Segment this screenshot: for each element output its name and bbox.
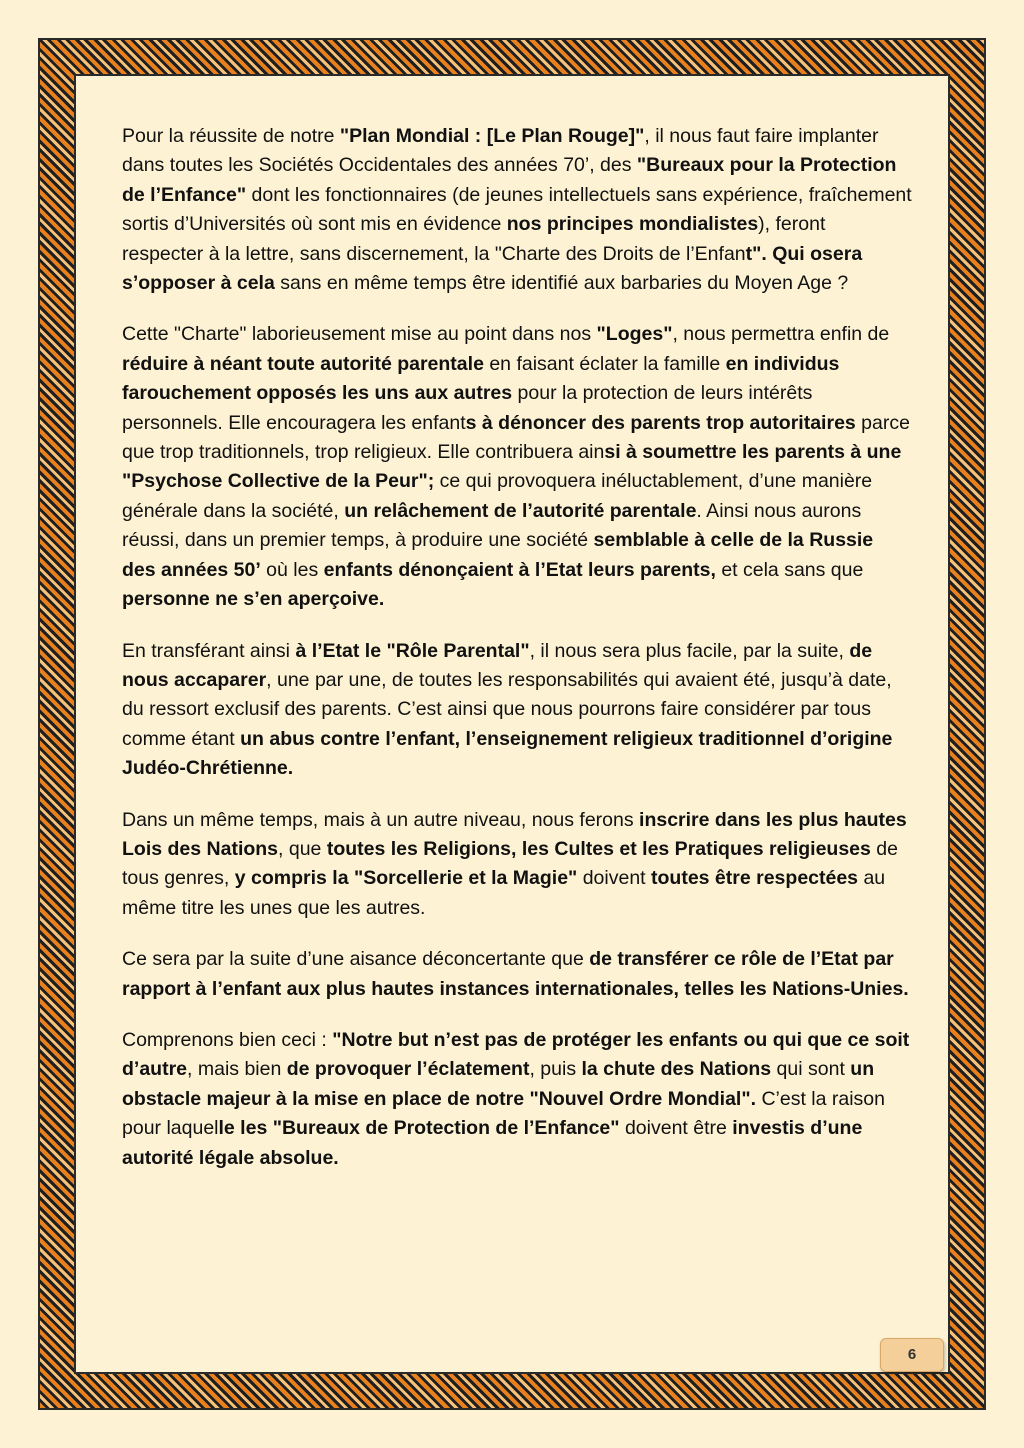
bold-text-run: un relâchement de l’autorité parentale (344, 499, 697, 522)
bold-text-run: "Bureaux pour la Protection de l’Enfance" (122, 154, 897, 206)
bold-text-run: de provoquer l’éclatement (286, 1058, 530, 1081)
text-run: . Ainsi nous aurons réussi, dans un premier temps, à produire une société (122, 499, 862, 552)
bold-text-run: un obstacle majeur à la mise en place de notre "Nouvel Ordre Mondial". (122, 1058, 875, 1110)
bold-text-run: "Plan Mondial : [Le Plan Rouge]" (339, 125, 645, 147)
bold-text-run: de nous accaparer (122, 639, 873, 691)
bold-text-run: semblable à celle de la Russie des années 50’ (122, 529, 874, 581)
bold-text-run: inscrire dans les plus hautes Lois des Nations (122, 808, 907, 860)
text-run: Dans un même temps, mais à un autre niveau, nous ferons (122, 808, 640, 831)
text-run: Comprenons bien ceci : (122, 1028, 333, 1051)
paragraph-5 (122, 945, 912, 1004)
paragraph-6 (122, 1026, 912, 1173)
bold-text-run: enfants dénonçaient à l’Etat leurs parents, (323, 558, 716, 581)
bold-text-run: réduire à néant toute autorité parentale (122, 352, 484, 375)
bold-text-run: en individus farouchement opposés les uns aux autres (122, 352, 840, 405)
text-run: , mais bien (187, 1058, 287, 1081)
text-run: ce qui provoquera inéluctablement, d’une manière générale dans la société, (122, 470, 873, 522)
document-body (122, 122, 912, 1195)
bold-text-run: à l’Etat le "Rôle Parental" (295, 639, 530, 662)
text-run: doivent (577, 867, 652, 890)
bold-text-run: y compris la "Sorcellerie et la Magie" (234, 867, 578, 890)
bold-text-run: toutes être respectées (651, 867, 859, 890)
text-run: de tous genres, (122, 837, 898, 890)
bold-text-run: t". Qui osera s’opposer à cela (122, 242, 863, 295)
paragraph-1 (122, 122, 912, 298)
text-run: où les (260, 558, 324, 581)
bold-text-run: nos principes mondialistes (506, 213, 759, 236)
paragraph-3 (122, 637, 912, 784)
bold-text-run: toutes les Religions, les Cultes et les Pratiques religieuses (326, 837, 871, 860)
bold-text-run: la chute des Nations (581, 1058, 772, 1081)
text-run: et cela sans que (715, 558, 864, 581)
text-run: Ce sera par la suite d’une aisance déconcertante que (122, 948, 590, 971)
text-run: qui sont (771, 1058, 851, 1081)
text-run: au même titre les unes que les autres. (122, 867, 886, 919)
text-run: parce que trop traditionnels, trop religieux. Elle contribuera ain (122, 411, 910, 464)
text-run: doivent être (619, 1117, 733, 1140)
bold-text-run: le les "Bureaux de Protection de l’Enfance" (218, 1117, 620, 1140)
text-run: Pour la réussite de notre (122, 125, 340, 147)
text-run: , que (278, 837, 327, 860)
text-run: C’est la raison pour laquel (122, 1087, 885, 1140)
text-run: , il nous sera plus facile, par la suite, (529, 639, 850, 662)
text-run: sans en même temps être identifié aux barbaries du Moyen Age ? (274, 272, 849, 295)
text-run: Cette "Charte" laborieusement mise au point dans nos (122, 323, 597, 346)
text-run: ), feront respecter à la lettre, sans discernement, la "Charte des Droits de l’Enfan (122, 213, 826, 265)
bold-text-run: si à soumettre les parents à une "Psychose Collective de la Peur"; (122, 441, 902, 493)
bold-text-run: "Loges" (596, 323, 673, 346)
bold-text-run: personne ne s’en aperçoive. (122, 588, 385, 611)
text-run: , une par une, de toutes les responsabilités qui avaient été, jusqu’à date, du ressort exclusif des parents. C’est ainsi que nous pourrons faire considérer par tous comme étant (122, 668, 892, 750)
text-run: , il nous faut faire implanter dans toutes les Sociétés Occidentales des années 70’, des (122, 125, 879, 177)
page-number: 6 (880, 1338, 944, 1372)
text-run: en faisant éclater la famille (483, 352, 726, 375)
text-run: dont les fonctionnaires (de jeunes intellectuels sans expérience, fraîchement sortis d’Universités où sont mis en évidence (122, 183, 912, 236)
paragraph-2 (122, 320, 912, 614)
bold-text-run: "Notre but n’est pas de protéger les enfants ou qui que ce soit d’autre (122, 1028, 910, 1081)
text-run: En transférant ainsi (122, 639, 296, 662)
text-run: , puis (529, 1058, 582, 1081)
text-run: , nous permettra enfin de (672, 323, 890, 346)
bold-text-run: s à dénoncer des parents trop autoritaires (465, 411, 856, 434)
text-run: pour la protection de leurs intérêts personnels. Elle encouragera les enfant (122, 382, 813, 434)
bold-text-run: un abus contre l’enfant, l’enseignement religieux traditionnel d’origine Judéo-Chrétienne. (122, 727, 893, 780)
bold-text-run: de transférer ce rôle de l’Etat par rapport à l’enfant aux plus hautes instances internationales, telles les Nations-Unies. (122, 948, 909, 1000)
paragraph-4 (122, 806, 912, 924)
bold-text-run: investis d’une autorité légale absolue. (122, 1117, 863, 1169)
